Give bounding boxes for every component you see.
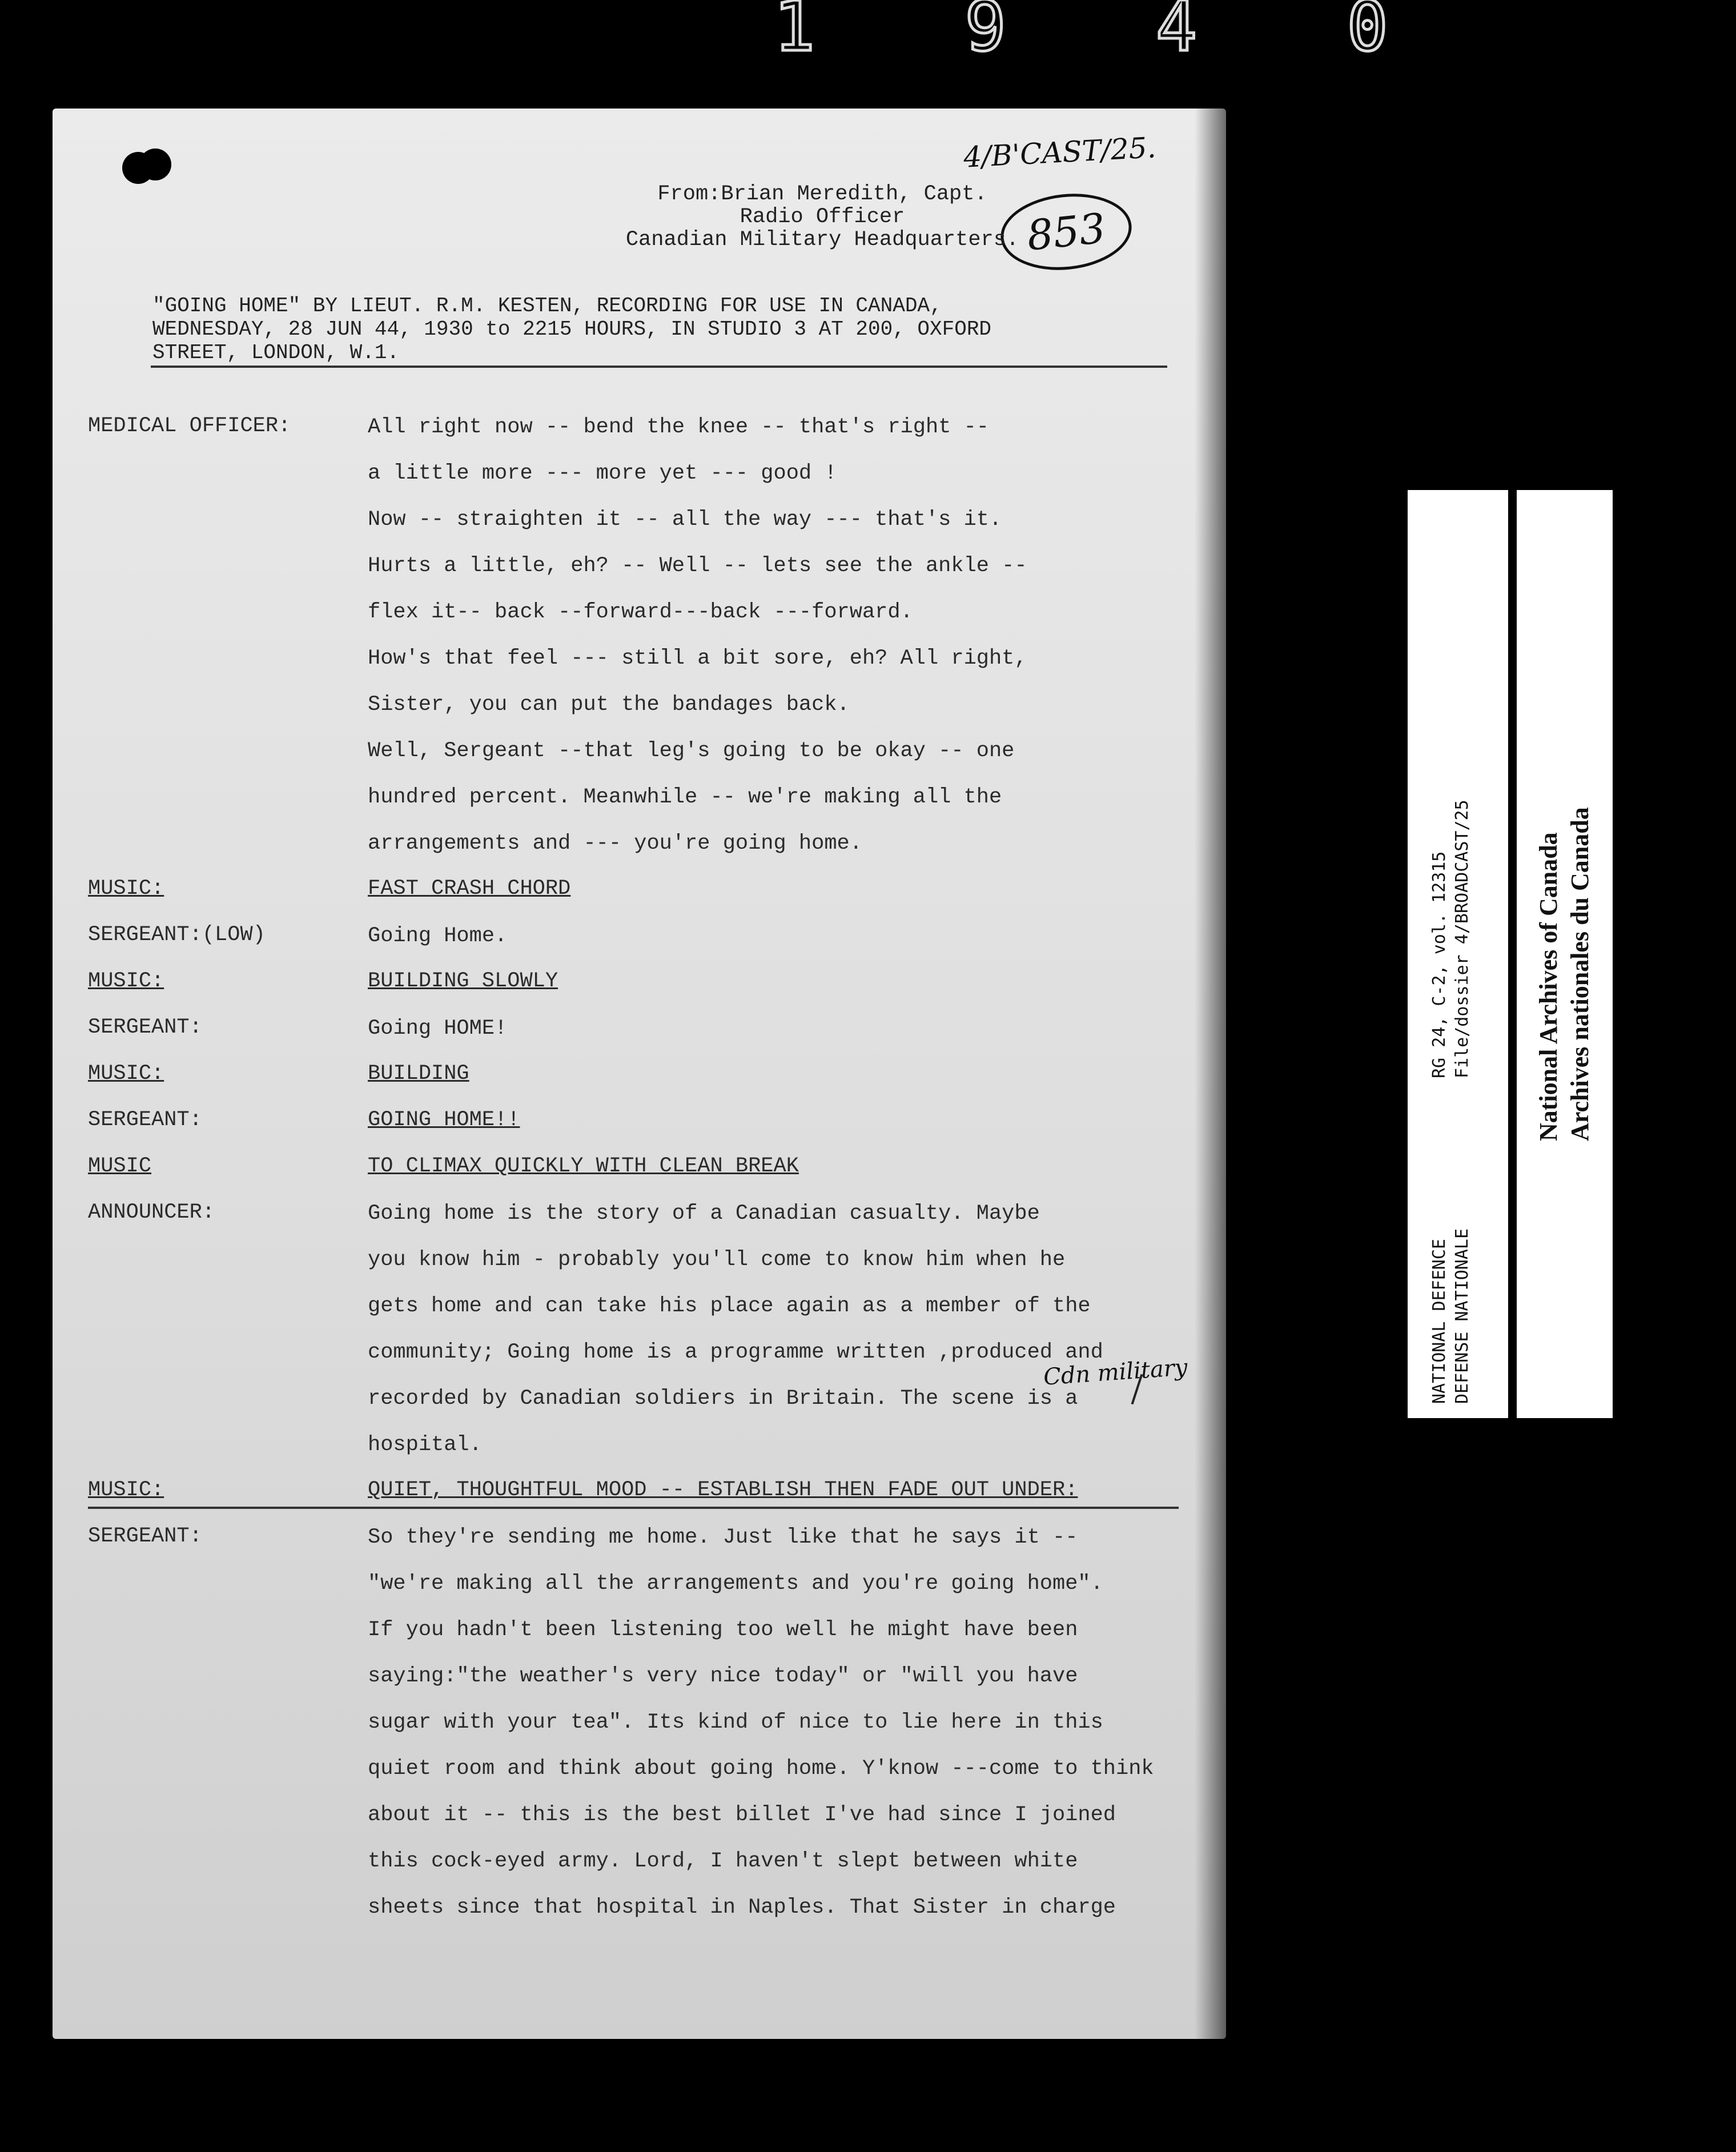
dialogue-line: this cock-eyed army. Lord, I haven't slept between white xyxy=(368,1849,1078,1873)
music-cue: TO CLIMAX QUICKLY WITH CLEAN BREAK xyxy=(368,1154,799,1178)
dialogue-lines xyxy=(368,1201,1103,1478)
dialogue-line: a little more --- more yet --- good ! xyxy=(368,461,837,485)
archives-name-fr: Archives nationales du Canada xyxy=(1566,807,1594,1141)
heading-line: WEDNESDAY, 28 JUN 44, 1930 to 2215 HOURS, IN STUDIO 3 AT 200, OXFORD xyxy=(152,318,992,341)
from-line: Radio Officer xyxy=(740,205,905,229)
microfilm-header-numerals: 1 9 4 0 xyxy=(774,0,1442,67)
archival-slip-reference-panel xyxy=(1408,490,1508,1418)
dialogue-line: Hurts a little, eh? -- Well -- lets see the ankle -- xyxy=(368,554,1027,578)
heading-line: "GOING HOME" BY LIEUT. R.M. KESTEN, RECORDING FOR USE IN CANADA, xyxy=(152,294,942,318)
dialogue-line: saying:"the weather's very nice today" or "will you have xyxy=(368,1664,1078,1688)
speaker-label: SERGEANT: xyxy=(88,1108,202,1132)
from-line: Canadian Military Headquarters. xyxy=(625,228,1019,252)
music-cue: BUILDING SLOWLY xyxy=(368,969,558,993)
archival-slip-archives-panel xyxy=(1517,490,1613,1418)
music-cue: BUILDING xyxy=(368,1062,469,1086)
dialogue-line: hospital. xyxy=(368,1433,482,1457)
speaker-label: MUSIC xyxy=(88,1154,152,1178)
dialogue-line: you know him - probably you'll come to know him when he xyxy=(368,1248,1066,1272)
dialogue-line: All right now -- bend the knee -- that's right -- xyxy=(368,415,989,439)
dialogue-line: Going home is the story of a Canadian casualty. Maybe xyxy=(368,1202,1040,1226)
from-line: From:Brian Meredith, Capt. xyxy=(657,182,987,206)
handwritten-annotation: Cdn military xyxy=(1042,1354,1188,1391)
speaker-label: ANNOUNCER: xyxy=(88,1201,215,1224)
folio-number-circled: 853 xyxy=(997,187,1136,276)
dialogue-line: "we're making all the arrangements and you're going home". xyxy=(368,1572,1103,1596)
department-en: NATIONAL DEFENCE xyxy=(1429,1239,1449,1404)
archives-name-en: National Archives of Canada xyxy=(1534,832,1562,1141)
dialogue-line: arrangements and --- you're going home. xyxy=(368,832,862,856)
rg-volume-line: RG 24, C-2, vol. 12315 xyxy=(1429,851,1449,1078)
dialogue-lines xyxy=(368,414,1027,877)
heading-rule xyxy=(151,366,1167,368)
music-cue: QUIET, THOUGHTFUL MOOD -- ESTABLISH THEN FADE OUT UNDER: xyxy=(368,1478,1078,1502)
dialogue-cue-underlined: GOING HOME!! xyxy=(368,1108,520,1132)
dialogue-lines xyxy=(368,1015,507,1062)
file-dossier-line: File/dossier 4/BROADCAST/25 xyxy=(1452,800,1472,1078)
dialogue-line: about it -- this is the best billet I've had since I joined xyxy=(368,1803,1116,1827)
dialogue-line: gets home and can take his place again as a member of the xyxy=(368,1294,1091,1318)
dialogue-line: How's that feel --- still a bit sore, eh? All right, xyxy=(368,647,1027,671)
from-block xyxy=(565,183,1079,251)
speaker-label: MEDICAL OFFICER: xyxy=(88,414,291,438)
dialogue-line: So they're sending me home. Just like that he says it -- xyxy=(368,1525,1078,1549)
dialogue-line: sugar with your tea". Its kind of nice to lie here in this xyxy=(368,1711,1103,1735)
dialogue-line: flex it-- back --forward---back ---forward. xyxy=(368,600,913,624)
department-fr: DEFENSE NATIONALE xyxy=(1452,1228,1472,1404)
speaker-label: MUSIC: xyxy=(88,877,164,901)
dialogue-line: recorded by Canadian soldiers in Britain. The scene is a xyxy=(368,1387,1078,1411)
dialogue-lines xyxy=(368,1524,1154,1941)
document-heading xyxy=(152,294,1175,364)
speaker-label: SERGEANT:(LOW) xyxy=(88,923,266,947)
dialogue-line: If you hadn't been listening too well he might have been xyxy=(368,1618,1078,1642)
dialogue-line: Sister, you can put the bandages back. xyxy=(368,693,850,717)
handwritten-file-reference: 4/B'CAST/25. xyxy=(962,131,1157,174)
dialogue-line: Well, Sergeant --that leg's going to be okay -- one xyxy=(368,739,1015,763)
heading-line: STREET, LONDON, W.1. xyxy=(152,341,400,364)
speaker-label: MUSIC: xyxy=(88,969,164,993)
speaker-label: SERGEANT: xyxy=(88,1524,202,1548)
speaker-label: MUSIC: xyxy=(88,1478,164,1502)
speaker-label: SERGEANT: xyxy=(88,1015,202,1039)
document-page xyxy=(53,109,1226,2039)
dialogue-line: community; Going home is a programme written ,produced and xyxy=(368,1340,1103,1364)
section-rule xyxy=(88,1507,1179,1509)
dialogue-lines xyxy=(368,923,507,969)
punch-hole xyxy=(139,148,171,180)
dialogue-line: hundred percent. Meanwhile -- we're making all the xyxy=(368,785,1002,809)
music-cue: FAST CRASH CHORD xyxy=(368,877,571,901)
dialogue-line: sheets since that hospital in Naples. That Sister in charge xyxy=(368,1896,1116,1920)
dialogue-line: Now -- straighten it -- all the way --- that's it. xyxy=(368,508,1002,532)
speaker-label: MUSIC: xyxy=(88,1062,164,1086)
dialogue-line: quiet room and think about going home. Y'know ---come to think xyxy=(368,1757,1154,1781)
dialogue-line: Going HOME! xyxy=(368,1017,508,1041)
dialogue-line: Going Home. xyxy=(368,924,508,948)
